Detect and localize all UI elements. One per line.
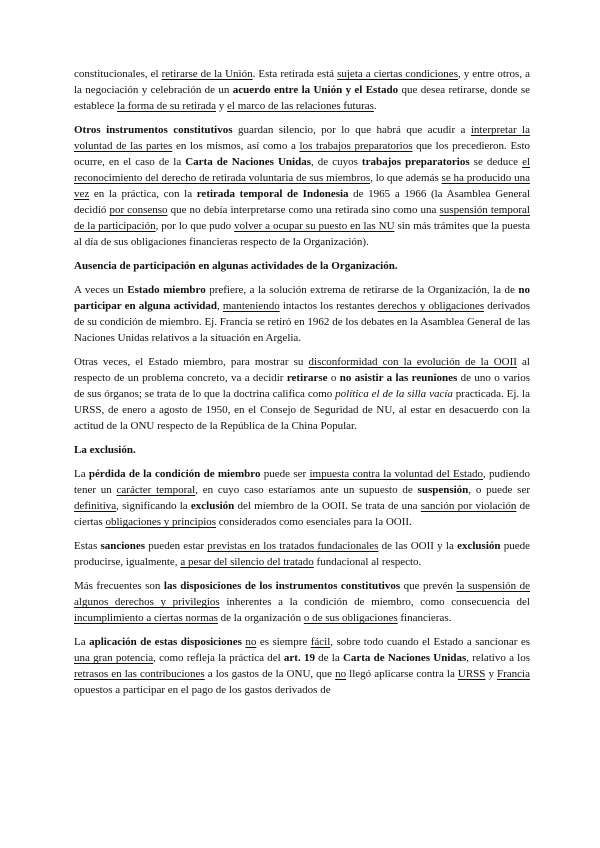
text-run: , bbox=[217, 300, 223, 312]
text-run: , y entre otros, a la negociación y celebración de un bbox=[74, 68, 530, 96]
text-run: fundacional al respecto. bbox=[313, 556, 422, 568]
bold-text: retirada temporal de Indonesia bbox=[196, 188, 349, 200]
text-run: prefiere, a la solución extrema de retirarse de la Organización, la de bbox=[205, 284, 519, 296]
body-paragraph bbox=[74, 634, 530, 698]
bold-text: art. 19 bbox=[283, 652, 315, 664]
underlined-text: la forma de su retirada bbox=[117, 100, 217, 112]
underlined-text: a pesar del silencio del tratado bbox=[180, 556, 314, 568]
text-run: , relativo a los bbox=[466, 652, 531, 664]
text-run: La exclusión. bbox=[74, 444, 136, 456]
text-run: Estas bbox=[74, 540, 101, 552]
text-run: de uno o varios de sus órganos; se trata de lo que la doctrina califica como bbox=[74, 372, 531, 400]
text-run: pueden estar bbox=[145, 540, 208, 552]
underlined-text: la suspensión de algunos derechos y privilegios bbox=[74, 580, 530, 608]
underlined-text: no bbox=[335, 668, 347, 680]
underlined-text: se ha producido una vez bbox=[74, 172, 530, 200]
text-run: financieras. bbox=[397, 612, 452, 624]
text-run: al respecto de un problema concreto, va a decidir bbox=[74, 356, 530, 384]
text-run: , como refleja la práctica del bbox=[153, 652, 284, 664]
body-paragraph bbox=[74, 578, 530, 626]
text-run: La bbox=[74, 636, 90, 648]
text-run: , sobre todo cuando el Estado a sancionar es bbox=[330, 636, 531, 648]
bold-text: Otros instrumentos constitutivos bbox=[74, 124, 233, 136]
underlined-text: el marco de las relaciones futuras bbox=[227, 100, 374, 112]
underlined-text: impuesta contra la voluntad del Estado bbox=[309, 468, 483, 480]
text-run: Otras veces, el Estado miembro, para mostrar su bbox=[74, 356, 309, 368]
text-run: derivados de su condición de miembro. Ej. Francia se retiró en 1962 de los debates en la Asamblea General de las Naciones Unidas relativos a la situación en Argelia. bbox=[74, 300, 531, 344]
bold-text: trabajos preparatorios bbox=[361, 156, 470, 168]
text-run: que los precedieron. Esto ocurre, en el caso de la bbox=[74, 140, 530, 168]
text-run: puede producirse, igualmente, bbox=[74, 540, 530, 568]
text-run: , lo que además bbox=[370, 172, 442, 184]
text-run: , en cuyo caso estaríamos ante un supuesto de bbox=[195, 484, 418, 496]
text-run: guardan silencio, por lo que habrá que acudir a bbox=[232, 124, 471, 136]
underlined-text: derechos y obligaciones bbox=[377, 300, 485, 312]
underlined-text: Francia bbox=[497, 668, 530, 680]
underlined-text: definitiva bbox=[74, 500, 117, 512]
body-paragraph bbox=[74, 538, 530, 570]
text-run: practicada. Ej. la URSS, de enero a agosto de 1950, en el Consejo de Seguridad de NU, al estar en desacuerdo con la actitud de la ONU respecto de la República de la China Popular. bbox=[74, 388, 530, 432]
text-run: considerados como esenciales para la OOII. bbox=[216, 516, 412, 528]
body-paragraph bbox=[74, 282, 530, 346]
underlined-text: fácil bbox=[310, 636, 331, 648]
text-run: de ciertas bbox=[74, 500, 530, 528]
underlined-text: manteniendo bbox=[222, 300, 280, 312]
text-run: de 1965 a 1966 (la Asamblea General decidió bbox=[74, 188, 531, 216]
text-run: . bbox=[373, 100, 377, 112]
text-run: , por lo que pudo bbox=[155, 220, 235, 232]
bold-text: retirarse bbox=[286, 372, 328, 384]
section-heading bbox=[74, 442, 530, 458]
underlined-text: disconformidad con la evolución de la OOII bbox=[308, 356, 517, 368]
bold-text: sanciones bbox=[100, 540, 146, 552]
underlined-text: suspensión temporal de la participación bbox=[74, 204, 530, 232]
bold-text: suspensión bbox=[417, 484, 469, 496]
text-run: es siempre bbox=[256, 636, 311, 648]
underlined-text: previstas en los tratados fundacionales bbox=[207, 540, 379, 552]
text-run: se deduce bbox=[469, 156, 523, 168]
text-run: Ausencia de participación en algunas actividades de la Organización. bbox=[74, 260, 398, 272]
text-run: que prevén bbox=[400, 580, 457, 592]
text-run: de la organización bbox=[217, 612, 304, 624]
text-run: llegó aplicarse contra la bbox=[346, 668, 458, 680]
italic-text: política el de la silla vacía bbox=[335, 388, 453, 400]
underlined-text: o de sus obligaciones bbox=[303, 612, 398, 624]
text-run: puede ser bbox=[260, 468, 310, 480]
underlined-text: los trabajos preparatorios bbox=[299, 140, 413, 152]
text-run: , o puede ser bbox=[468, 484, 530, 496]
bold-text: exclusión bbox=[190, 500, 235, 512]
bold-text: las disposiciones de los instrumentos constitutivos bbox=[163, 580, 401, 592]
text-run: , de cuyos bbox=[311, 156, 362, 168]
underlined-text: el reconocimiento del derecho de retirada voluntaria de sus miembros bbox=[74, 156, 531, 184]
text-run: intactos los restantes bbox=[279, 300, 378, 312]
underlined-text: por consenso bbox=[109, 204, 168, 216]
text-run: a los gastos de la ONU, que bbox=[204, 668, 336, 680]
text-run: , pudiendo tener un bbox=[74, 468, 530, 496]
text-run: inherentes a la condición de miembro, como consecuencia del bbox=[219, 596, 530, 608]
underlined-text: obligaciones y principios bbox=[105, 516, 217, 528]
body-paragraph bbox=[74, 122, 530, 250]
text-run: y bbox=[216, 100, 228, 112]
section-heading bbox=[74, 258, 530, 274]
text-run: , significando la bbox=[116, 500, 191, 512]
underlined-text: retirarse de la Unión bbox=[161, 68, 253, 80]
body-paragraph bbox=[74, 354, 530, 434]
text-run: del miembro de la OOII. Se trata de una bbox=[234, 500, 421, 512]
bold-text: no asistir a las reuniones bbox=[339, 372, 458, 384]
text-run: que no debía interpretarse como una retirada sino como una bbox=[167, 204, 440, 216]
underlined-text: no bbox=[245, 636, 257, 648]
underlined-text: carácter temporal bbox=[116, 484, 196, 496]
bold-text: Estado miembro bbox=[127, 284, 206, 296]
text-run: de las OOII y la bbox=[378, 540, 458, 552]
underlined-text: interpretar la voluntad de las partes bbox=[74, 124, 531, 152]
underlined-text: volver a ocupar su puesto en las NU bbox=[234, 220, 395, 232]
text-run: de la bbox=[314, 652, 343, 664]
text-run: en los mismos, así como a bbox=[172, 140, 300, 152]
text-run: Más frecuentes son bbox=[74, 580, 164, 592]
text-run: A veces un bbox=[74, 284, 128, 296]
underlined-text: retrasos en las contribuciones bbox=[74, 668, 205, 680]
underlined-text: sanción por violación bbox=[420, 500, 517, 512]
underlined-text: una gran potencia bbox=[74, 652, 154, 664]
text-run: que desea retirarse, donde se establece bbox=[74, 84, 530, 112]
bold-text: aplicación de estas disposiciones bbox=[89, 636, 242, 648]
text-run: o bbox=[327, 372, 340, 384]
underlined-text: incumplimiento a ciertas normas bbox=[74, 612, 218, 624]
bold-text: exclusión bbox=[457, 540, 501, 552]
text-run: constitucionales, el bbox=[74, 68, 162, 80]
underlined-text: URSS bbox=[457, 668, 486, 680]
text-run: La bbox=[74, 468, 89, 480]
body-paragraph bbox=[74, 66, 530, 114]
bold-text: acuerdo entre la Unión y el Estado bbox=[232, 84, 399, 96]
bold-text: no participar en alguna actividad bbox=[74, 284, 530, 312]
text-run: en la práctica, con la bbox=[89, 188, 197, 200]
body-paragraph bbox=[74, 466, 530, 530]
text-run: . Esta retirada está bbox=[252, 68, 338, 80]
text-run: y bbox=[485, 668, 498, 680]
bold-text: Carta de Naciones Unidas bbox=[185, 156, 312, 168]
bold-text: Carta de Naciones Unidas bbox=[342, 652, 467, 664]
underlined-text: sujeta a ciertas condiciones bbox=[337, 68, 458, 80]
bold-text: pérdida de la condición de miembro bbox=[88, 468, 261, 480]
text-run: opuestos a participar en el pago de los gastos derivados de bbox=[74, 684, 331, 696]
text-run: sin más trámites que la puesta al día de sus obligaciones financieras respecto de la Organización). bbox=[74, 220, 530, 248]
